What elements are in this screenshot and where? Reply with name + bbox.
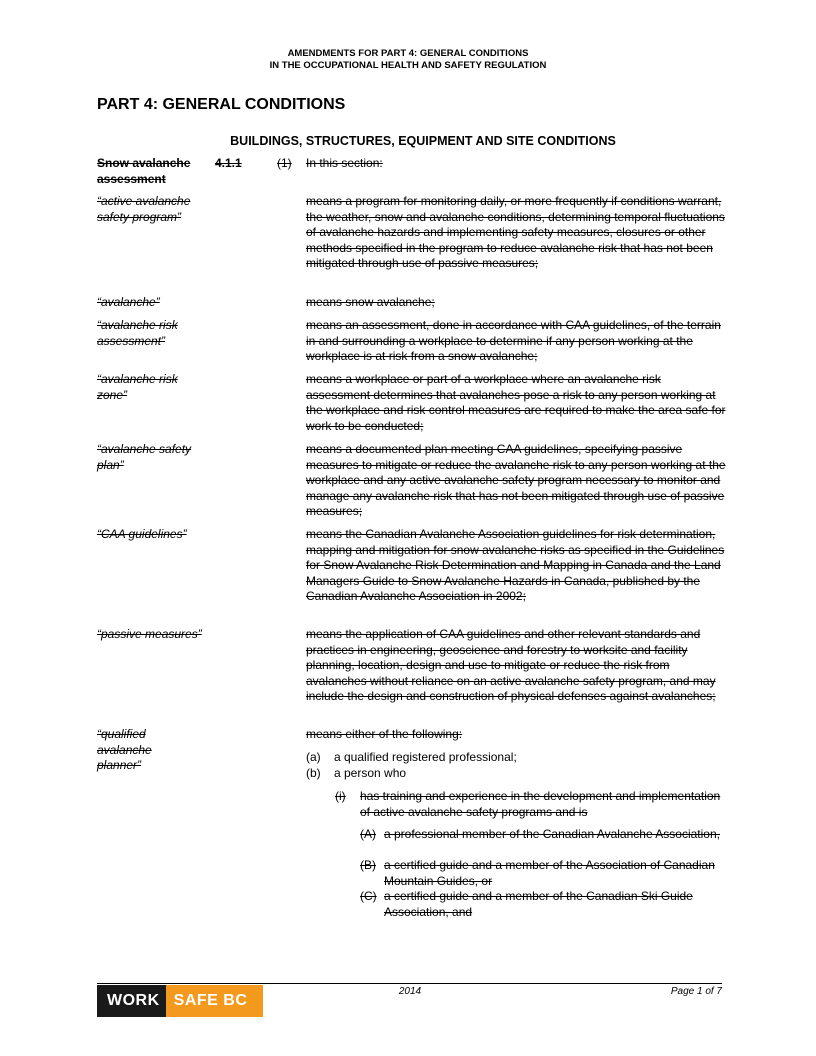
definition-text: means snow avalanche; — [306, 295, 435, 309]
definition-term: “avalanche safety plan” — [97, 442, 192, 472]
definition-term: “active avalanche safety program” — [97, 194, 191, 224]
definition-term: “CAA guidelines” — [97, 527, 187, 541]
list-item-text: a professional member of the Canadian Avalanche Association, — [384, 827, 720, 841]
footer-year: 2014 — [398, 986, 422, 997]
definition-term: “passive measures” — [97, 627, 202, 641]
definition-text: means an assessment, done in accordance with CAA guidelines, of the terrain in and surrounding a workplace to determine if any person working at the workplace is at risk from a snow avalanche; — [306, 318, 721, 363]
part-title: PART 4: GENERAL CONDITIONS — [97, 96, 346, 113]
definition-term: “avalanche” — [97, 295, 160, 309]
logo-safe-text: SAFE BC — [166, 985, 263, 1017]
section-title: BUILDINGS, STRUCTURES, EQUIPMENT AND SITE CONDITIONS — [230, 134, 616, 148]
list-item-text: a person who — [334, 766, 407, 780]
definition-text: means a program for monitoring daily, or more frequently if conditions warrant, the weather, snow and avalanche conditions, determining temporal fluctuations of avalanche hazards and implementing safety measures, closures or other methods specified in the program to reduce avalanche risk that has not been mitigated through use of passive measures; — [306, 194, 725, 270]
list-item-text: a qualified registered professional; — [334, 750, 517, 764]
definition-text: means a documented plan meeting CAA guidelines, specifying passive measures to mitigate or reduce the avalanche risk to any person working at the workplace and any active avalanche safety program necessary to monitor and manage any avalanche risk that has not been mitigated through use of passive measures; — [306, 442, 726, 518]
subsection-label: (1) — [277, 156, 292, 170]
subsection-text: In this section: — [306, 156, 383, 170]
header-line-2: IN THE OCCUPATIONAL HEALTH AND SAFETY REGULATION — [269, 60, 547, 71]
document-header — [0, 48, 816, 72]
definition-text: means the Canadian Avalanche Association guidelines for risk determination, mapping and mitigation for snow avalanche risks as specified in the Guidelines for Snow Avalanche Risk Determination and Mapping in Canada and the Land Managers Guide to Snow Avalanche Hazards in Canada, published by the Canadian Avalanche Association in 2002; — [306, 527, 725, 603]
list-item-label: (i) — [335, 789, 346, 803]
definition-term: “avalanche risk assessment” — [97, 318, 178, 348]
list-item-label: (C) — [360, 889, 377, 903]
list-item-label: (A) — [360, 827, 376, 841]
list-item-label: (B) — [360, 858, 376, 872]
definition-text: means a workplace or part of a workplace where an avalanche risk assessment determines that avalanches pose a risk to any person working at the workplace and risk control measures are required to make the area safe for work to be conducted; — [306, 372, 726, 433]
list-item-label: (b) — [306, 766, 321, 780]
section-heading: Snow avalanche assessment — [97, 156, 191, 186]
definition-term: “qualified avalanche planner” — [97, 727, 152, 772]
page-number: Page 1 of 7 — [670, 986, 722, 997]
worksafebc-logo — [97, 985, 263, 1017]
list-item-label: (a) — [306, 750, 321, 764]
definition-text: means the application of CAA guidelines and other relevant standards and practices in engineering, geoscience and forestry to worksite and facility planning, location, design and use to mitigate or reduce the risk from avalanches without reliance on an active avalanche safety program, and may include the design and construction of physical defenses against avalanches; — [306, 627, 716, 703]
list-item-text: a certified guide and a member of the Association of Canadian Mountain Guides, or — [384, 858, 715, 888]
header-line-1: AMENDMENTS FOR PART 4: GENERAL CONDITIONS — [287, 48, 529, 59]
section-number: 4.1.1 — [215, 156, 242, 170]
list-item-text: a certified guide and a member of the Canadian Ski Guide Association, and — [384, 889, 693, 919]
footer-divider — [97, 983, 722, 984]
list-item-text: has training and experience in the development and implementation of active avalanche safety programs and is — [360, 789, 721, 819]
definition-term: “avalanche risk zone” — [97, 372, 178, 402]
definition-text: means either of the following: — [306, 727, 463, 741]
logo-work-text: WORK — [97, 985, 166, 1017]
